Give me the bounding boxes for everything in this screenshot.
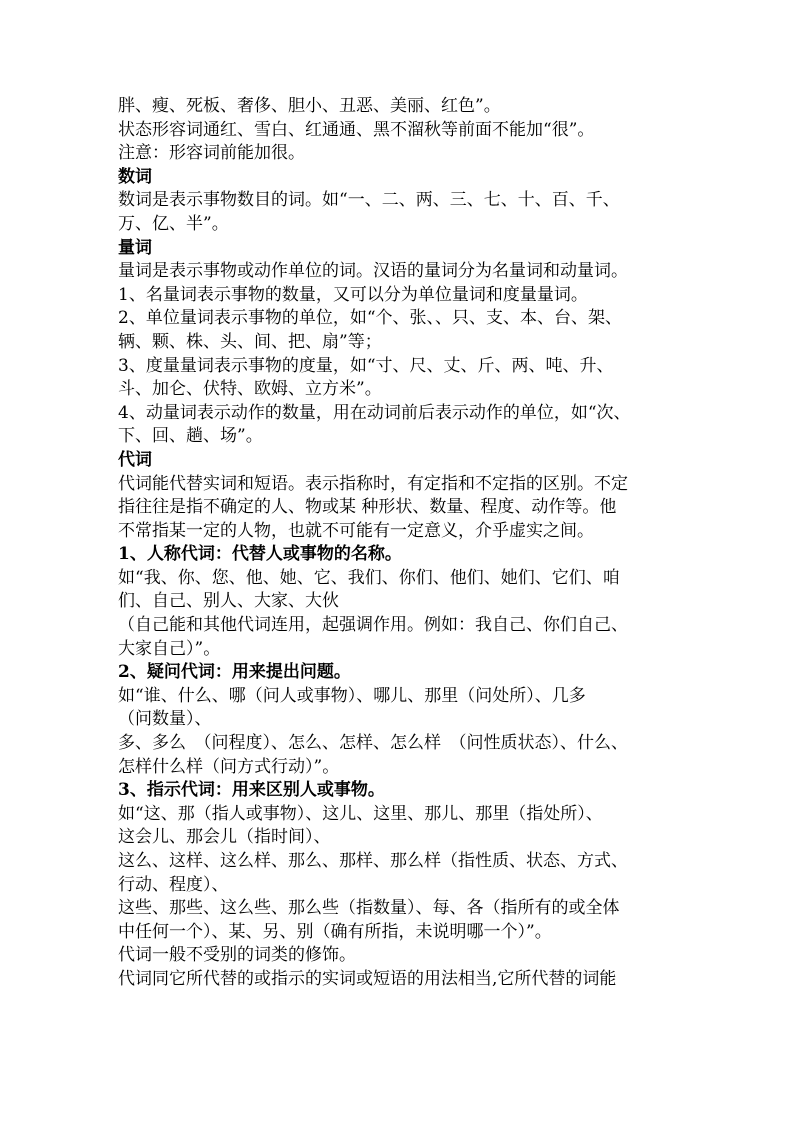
text-line: 大家自己）”。: [118, 638, 221, 659]
document-body: [118, 95, 684, 992]
text-line: （自己能和其他代词连用，起强调作用。例如：我自己、你们自己、: [118, 615, 628, 636]
text-line: 们、自己、别人、大家、大伙: [118, 591, 339, 612]
text-line: 代词能代替实词和短语。表示指称时，有定指和不定指的区别。不定: [118, 473, 628, 494]
text-line: 如“这、那（指人或事物）、这儿、这里、那儿、那里（指处所）、: [118, 803, 603, 824]
text-line: 代词同它所代替的或指示的实词或短语的用法相当,它所代替的词能: [118, 968, 617, 989]
text-line: 中任何一个）、某、另、别（确有所指，未说明哪一个）”。: [118, 921, 552, 942]
text-line: 行动、程度）、: [118, 874, 229, 895]
text-line: 2、单位量词表示事物的单位，如“个、张、、只、支、本、台、架、: [118, 308, 623, 329]
text-line: 这么、这样、这么样、那么、那样、那么样（指性质、状态、方式、: [118, 851, 628, 871]
section-heading: 数词: [118, 166, 152, 187]
text-line: 量词是表示事物或动作单位的词。汉语的量词分为名量词和动量词。: [118, 261, 628, 282]
text-line: 如“我、你、您、他、她、它、我们、你们、他们、她们、它们、咱: [118, 567, 620, 588]
text-line: 斗、加仑、伏特、欧姆、立方米”。: [118, 379, 382, 400]
section-heading: 代词: [118, 449, 152, 470]
text-line: 万、亿、半”。: [118, 213, 229, 234]
text-line: 多、多么 （问程度）、怎么、怎样、怎么样 （问性质状态）、什么、: [118, 733, 628, 754]
section-heading: 2、疑问代词：用来提出问题。: [118, 662, 351, 683]
text-line: 数词是表示事物数目的词。如“一、二、两、三、七、十、百、千、: [118, 190, 620, 211]
text-line: 3、度量量词表示事物的度量，如“寸、尺、丈、斤、两、吨、升、: [118, 355, 614, 376]
text-line: 下、回、趟、场”。: [118, 426, 263, 447]
text-line: 4、动量词表示动作的数量，用在动词前后表示动作的单位，如“次、: [118, 402, 631, 423]
section-heading: 量词: [118, 237, 152, 258]
text-line: 注意：形容词前能加很。: [118, 143, 305, 164]
section-heading: 1、人称代词：代替人或事物的名称。: [118, 544, 402, 565]
text-line: 这会儿、那会儿（指时间）、: [118, 827, 331, 848]
text-line: 1、名量词表示事物的数量，又可以分为单位量词和度量量词。: [118, 284, 588, 305]
text-line: 状态形容词通红、雪白、红通通、黑不溜秋等前面不能加“很”。: [118, 119, 595, 140]
text-line: 如“谁、什么、哪（问人或事物）、哪儿、那里（问处所）、几多: [118, 685, 586, 706]
text-line: 怎样什么样（问方式行动）”。: [118, 756, 340, 777]
text-line: 这些、那些、这么些、那么些（指数量）、每、各（指所有的或全体: [118, 898, 620, 919]
text-line: 辆、颗、株、头、间、把、扇”等；: [118, 331, 382, 352]
text-line: 不常指某一定的人物，也就不可能有一定意义，介乎虚实之间。: [118, 520, 594, 541]
text-line: 代词一般不受别的词类的修饰。: [118, 945, 356, 966]
text-line: （问数量）、: [118, 709, 212, 730]
text-line: 胖、瘦、死板、奢侈、胆小、丑恶、美丽、红色”。: [118, 96, 501, 116]
section-heading: 3、指示代词：用来区别人或事物。: [118, 780, 385, 801]
text-line: 指往往是指不确定的人、物或某 种形状、数量、程度、动作等。他: [118, 497, 617, 518]
